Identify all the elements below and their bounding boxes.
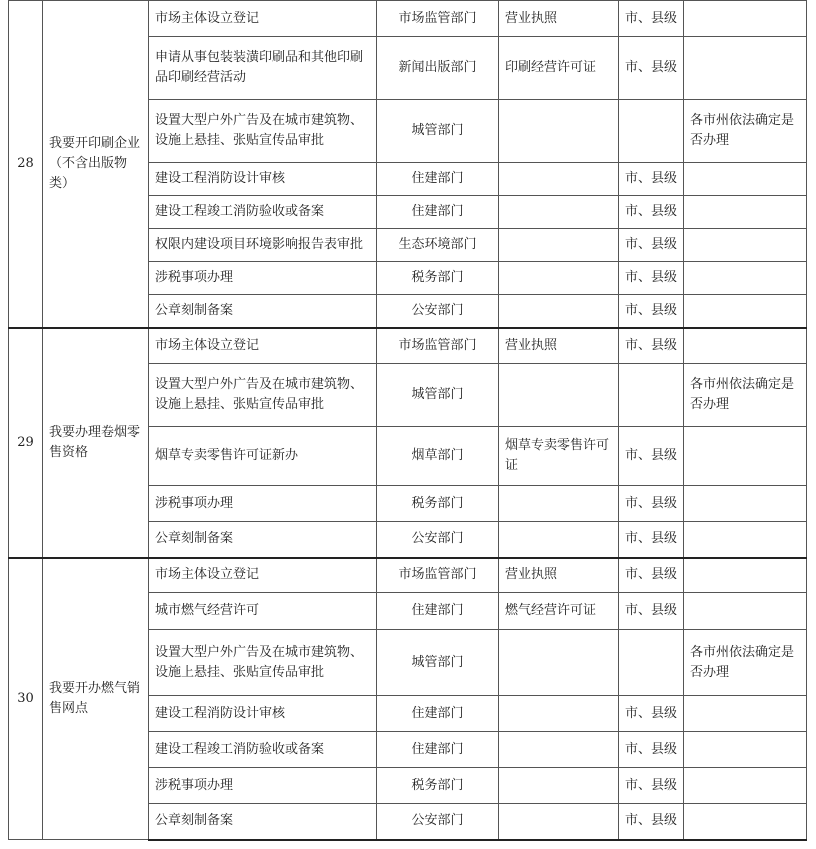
level-cell: 市、县级 [619, 804, 684, 840]
level-cell: 市、县级 [619, 328, 684, 364]
note-cell [684, 196, 807, 229]
item-cell: 权限内建设项目环境影响报告表审批 [149, 229, 377, 262]
license-cell [499, 696, 619, 732]
level-cell: 市、县级 [619, 732, 684, 768]
item-cell: 建设工程竣工消防验收或备案 [149, 196, 377, 229]
row-number: 30 [9, 558, 43, 840]
dept-cell: 住建部门 [377, 163, 499, 196]
license-cell [499, 196, 619, 229]
dept-cell: 住建部门 [377, 593, 499, 630]
note-cell [684, 768, 807, 804]
license-cell [499, 732, 619, 768]
dept-cell: 公安部门 [377, 295, 499, 328]
note-cell [684, 522, 807, 558]
note-cell: 各市州依法确定是否办理 [684, 630, 807, 696]
note-cell [684, 37, 807, 100]
dept-cell: 税务部门 [377, 262, 499, 295]
level-cell: 市、县级 [619, 486, 684, 522]
level-cell: 市、县级 [619, 522, 684, 558]
note-cell [684, 229, 807, 262]
dept-cell: 住建部门 [377, 196, 499, 229]
level-cell: 市、县级 [619, 295, 684, 328]
license-cell: 营业执照 [499, 328, 619, 364]
license-cell [499, 630, 619, 696]
row-number: 28 [9, 1, 43, 328]
note-cell [684, 163, 807, 196]
note-cell [684, 295, 807, 328]
dept-cell: 住建部门 [377, 696, 499, 732]
item-cell: 涉税事项办理 [149, 486, 377, 522]
license-cell: 燃气经营许可证 [499, 593, 619, 630]
level-cell: 市、县级 [619, 163, 684, 196]
dept-cell: 公安部门 [377, 804, 499, 840]
note-cell [684, 1, 807, 37]
item-cell: 建设工程竣工消防验收或备案 [149, 732, 377, 768]
license-cell [499, 486, 619, 522]
level-cell [619, 630, 684, 696]
row-number: 29 [9, 328, 43, 558]
level-cell: 市、县级 [619, 196, 684, 229]
license-cell [499, 262, 619, 295]
table-row [9, 558, 807, 593]
item-cell: 市场主体设立登记 [149, 328, 377, 364]
dept-cell: 公安部门 [377, 522, 499, 558]
item-cell: 公章刻制备案 [149, 295, 377, 328]
note-cell [684, 558, 807, 593]
level-cell: 市、县级 [619, 37, 684, 100]
level-cell: 市、县级 [619, 262, 684, 295]
item-cell: 涉税事项办理 [149, 262, 377, 295]
item-cell: 烟草专卖零售许可证新办 [149, 427, 377, 486]
license-cell [499, 522, 619, 558]
level-cell: 市、县级 [619, 768, 684, 804]
scenario-cell: 我要开办燃气销售网点 [43, 558, 149, 840]
dept-cell: 新闻出版部门 [377, 37, 499, 100]
item-cell: 建设工程消防设计审核 [149, 163, 377, 196]
dept-cell: 税务部门 [377, 486, 499, 522]
license-cell [499, 804, 619, 840]
license-cell: 营业执照 [499, 558, 619, 593]
note-cell [684, 427, 807, 486]
scenario-cell: 我要开印刷企业（不含出版物类） [43, 1, 149, 328]
license-cell: 烟草专卖零售许可证 [499, 427, 619, 486]
item-cell: 设置大型户外广告及在城市建筑物、设施上悬挂、张贴宣传品审批 [149, 630, 377, 696]
dept-cell: 市场监管部门 [377, 328, 499, 364]
dept-cell: 城管部门 [377, 364, 499, 427]
note-cell [684, 732, 807, 768]
item-cell: 市场主体设立登记 [149, 558, 377, 593]
note-cell [684, 593, 807, 630]
table-row [9, 1, 807, 37]
license-cell [499, 229, 619, 262]
level-cell: 市、县级 [619, 1, 684, 37]
services-table [8, 0, 807, 841]
item-cell: 城市燃气经营许可 [149, 593, 377, 630]
scenario-cell: 我要办理卷烟零售资格 [43, 328, 149, 558]
note-cell [684, 804, 807, 840]
level-cell: 市、县级 [619, 696, 684, 732]
dept-cell: 城管部门 [377, 630, 499, 696]
note-cell [684, 262, 807, 295]
level-cell: 市、县级 [619, 593, 684, 630]
note-cell [684, 696, 807, 732]
note-cell: 各市州依法确定是否办理 [684, 100, 807, 163]
license-cell [499, 364, 619, 427]
item-cell: 建设工程消防设计审核 [149, 696, 377, 732]
dept-cell: 税务部门 [377, 768, 499, 804]
license-cell: 营业执照 [499, 1, 619, 37]
item-cell: 公章刻制备案 [149, 522, 377, 558]
dept-cell: 市场监管部门 [377, 1, 499, 37]
dept-cell: 住建部门 [377, 732, 499, 768]
dept-cell: 生态环境部门 [377, 229, 499, 262]
level-cell [619, 364, 684, 427]
level-cell: 市、县级 [619, 427, 684, 486]
level-cell: 市、县级 [619, 558, 684, 593]
note-cell [684, 328, 807, 364]
item-cell: 涉税事项办理 [149, 768, 377, 804]
level-cell: 市、县级 [619, 229, 684, 262]
dept-cell: 城管部门 [377, 100, 499, 163]
item-cell: 设置大型户外广告及在城市建筑物、设施上悬挂、张贴宣传品审批 [149, 364, 377, 427]
license-cell [499, 163, 619, 196]
license-cell [499, 100, 619, 163]
item-cell: 公章刻制备案 [149, 804, 377, 840]
note-cell: 各市州依法确定是否办理 [684, 364, 807, 427]
license-cell [499, 768, 619, 804]
table-row [9, 328, 807, 364]
dept-cell: 市场监管部门 [377, 558, 499, 593]
license-cell [499, 295, 619, 328]
note-cell [684, 486, 807, 522]
license-cell: 印刷经营许可证 [499, 37, 619, 100]
item-cell: 申请从事包装装潢印刷品和其他印刷品印刷经营活动 [149, 37, 377, 100]
dept-cell: 烟草部门 [377, 427, 499, 486]
item-cell: 设置大型户外广告及在城市建筑物、设施上悬挂、张贴宣传品审批 [149, 100, 377, 163]
item-cell: 市场主体设立登记 [149, 1, 377, 37]
level-cell [619, 100, 684, 163]
